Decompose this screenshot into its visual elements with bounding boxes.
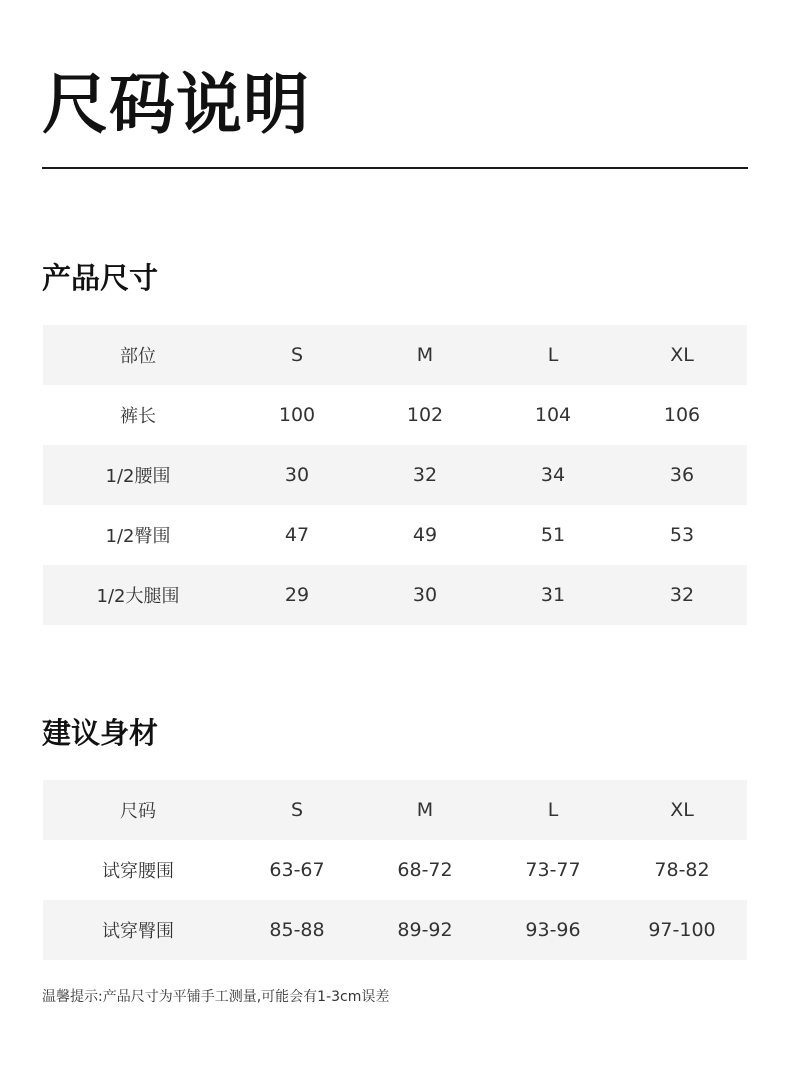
header-cell-l: L [489,780,617,840]
table-row [43,385,747,445]
table-cell: 53 [669,524,695,546]
table-row [43,445,747,505]
table-row [43,505,747,565]
table-cell: 34 [489,445,617,505]
header-cell-m: M [361,325,489,385]
table-cell: 106 [663,404,701,426]
table-cell: 78-82 [654,859,710,881]
row-label: 试穿臀围 [43,900,233,960]
title-divider [42,167,748,169]
row-label: 1/2臀围 [105,526,171,547]
table-row [43,840,747,900]
header-cell-s: S [233,780,361,840]
table-cell: 93-96 [489,900,617,960]
table-cell: 68-72 [397,859,453,881]
header-cell-part: 部位 [43,325,233,385]
table-cell: 104 [534,404,572,426]
table-cell: 97-100 [617,900,747,960]
footnote: 温馨提示:产品尺寸为平铺手工测量,可能会有1-3cm误差 [42,989,390,1005]
table-cell: 47 [284,524,310,546]
body-size-heading: 建议身材 [42,716,159,750]
row-label: 1/2大腿围 [43,565,233,625]
header-cell-size: 尺码 [43,780,233,840]
header-cell-s: S [233,325,361,385]
table-cell: 32 [617,565,747,625]
table-cell: 29 [233,565,361,625]
table-cell: 30 [233,445,361,505]
product-size-heading: 产品尺寸 [42,261,159,295]
table-cell: 51 [540,524,566,546]
table-cell: 100 [278,404,316,426]
header-cell-xl: XL [617,325,747,385]
table-cell: 31 [489,565,617,625]
table-cell: 89-92 [361,900,489,960]
header-cell-xl: XL [617,780,747,840]
table-cell: 73-77 [525,859,581,881]
row-label: 1/2腰围 [43,445,233,505]
header-cell-l: L [489,325,617,385]
table-cell: 85-88 [233,900,361,960]
page-title: 尺码说明 [42,66,310,143]
table-cell: 32 [361,445,489,505]
header-cell-m: M [361,780,489,840]
table-header-row [43,780,747,840]
row-label: 裤长 [120,406,156,427]
table-cell: 49 [412,524,438,546]
row-label: 试穿腰围 [102,861,174,882]
table-cell: 36 [617,445,747,505]
body-size-table [43,780,747,960]
table-row [43,565,747,625]
table-row [43,900,747,960]
table-cell: 63-67 [269,859,325,881]
table-cell: 30 [361,565,489,625]
table-cell: 102 [406,404,444,426]
product-size-table [43,325,747,625]
table-header-row [43,325,747,385]
